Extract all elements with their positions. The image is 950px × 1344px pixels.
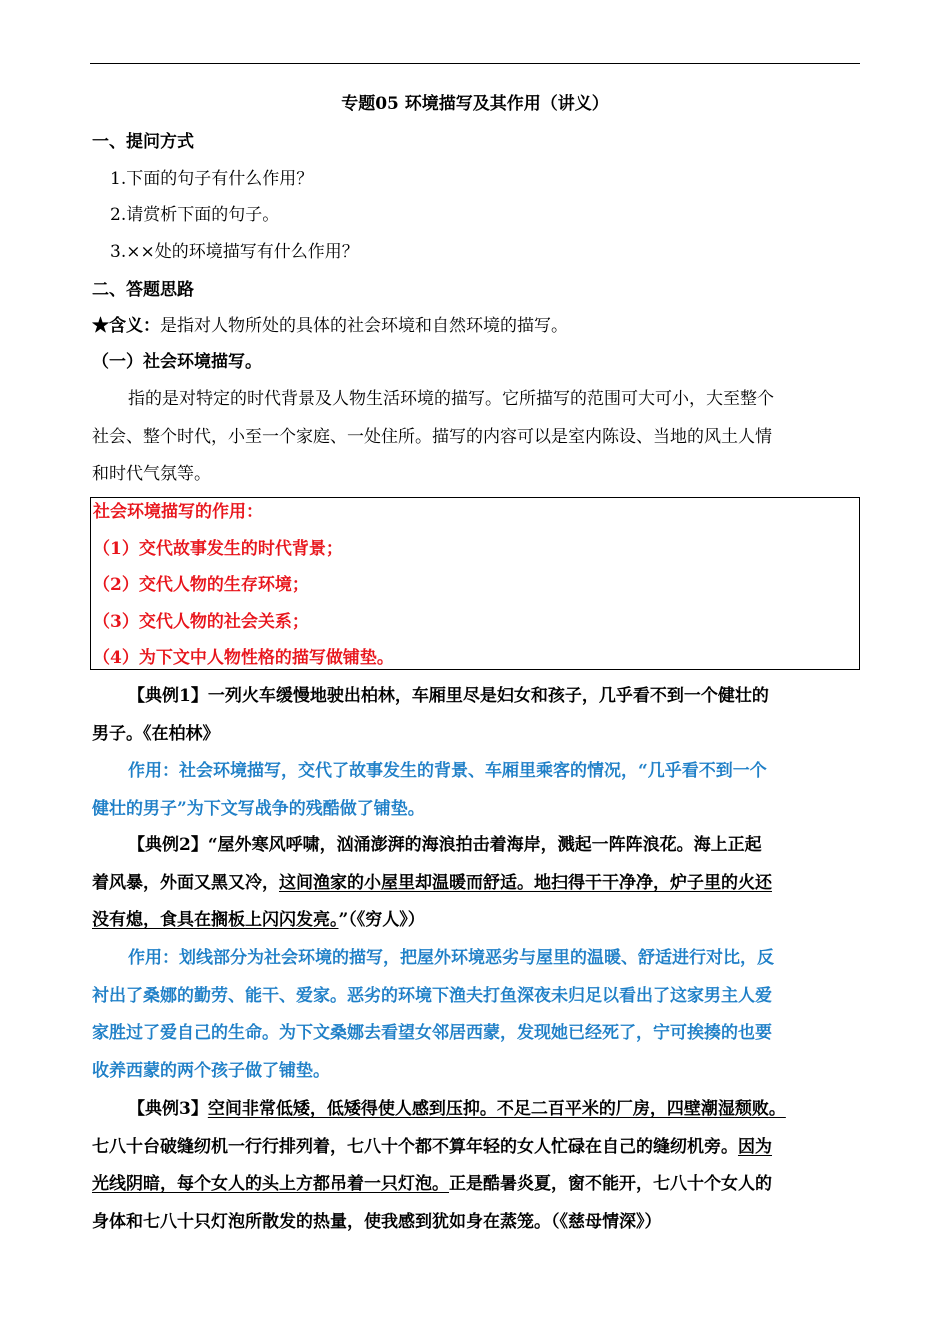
example-3-line (128, 1097, 896, 1121)
question-1: 1.下面的句子有什么作用？ (110, 169, 314, 189)
section-heading-1: 一、提问方式 (92, 132, 194, 152)
question-3: 3.××处的环境描写有什么作用？ (110, 242, 359, 262)
example-2-line: 【典例2】“屋外寒风呼啸，汹涌澎湃的海浪拍击着海岸，溅起一阵阵浪花。海上正起 (128, 835, 762, 855)
example-2-analysis: 收养西蒙的两个孩子做了铺垫。 (92, 1061, 330, 1081)
text-run: 【典例3】 (128, 1099, 208, 1119)
underlined-text: 这间渔家的小屋里却温暖而舒适。地扫得干干净净，炉子里的火还 (279, 873, 772, 893)
box-item: （3）交代人物的社会关系； (93, 612, 309, 632)
definition-label: ★含义： (92, 316, 160, 336)
example-1-analysis: 健壮的男子”为下文写战争的残酷做了铺垫。 (92, 799, 425, 819)
example-1-analysis: 作用：社会环境描写，交代了故事发生的背景、车厢里乘客的情况，“几乎看不到一个 (128, 761, 767, 781)
question-2: 2.请赏析下面的句子。 (110, 205, 280, 225)
box-item: （2）交代人物的生存环境； (93, 575, 309, 595)
text-run: 七八十台破缝纫机一行行排列着，七八十个都不算年轻的女人忙碌在自己的缝纫机旁。 (92, 1137, 738, 1157)
definition-line (92, 314, 860, 338)
underlined-text: 光线阴暗，每个女人的头上方都吊着一只灯泡。 (92, 1174, 449, 1194)
example-3-line (92, 1172, 860, 1196)
box-item: （1）交代故事发生的时代背景； (93, 539, 343, 559)
paragraph-line: 指的是对特定的时代背景及人物生活环境的描写。它所描写的范围可大可小，大至整个 (128, 389, 774, 409)
example-3-line: 身体和七八十只灯泡所散发的热量，使我感到犹如身在蒸笼。（《慈母情深》） (92, 1212, 662, 1232)
text-run: 正是酷暑炎夏，窗不能开，七八十个女人的 (449, 1174, 772, 1194)
box-item: （4）为下文中人物性格的描写做铺垫。 (93, 648, 394, 668)
underlined-text: 因为 (738, 1137, 772, 1157)
example-3-line (92, 1135, 860, 1159)
example-2-line (92, 871, 860, 895)
underlined-text: 没有熄，食具在搁板上闪闪发亮。 (92, 910, 339, 930)
underlined-text: 空间非常低矮，低矮得使人感到压抑。不足二百平米的厂房，四壁潮湿颓败。 (207, 1099, 786, 1119)
top-rule (90, 63, 860, 64)
example-2-analysis: 家胜过了爱自己的生命。为下文桑娜去看望女邻居西蒙，发现她已经死了，宁可挨揍的也要 (92, 1023, 772, 1043)
example-2-analysis: 衬出了桑娜的勤劳、能干、爱家。恶劣的环境下渔夫打鱼深夜未归足以看出了这家男主人爱 (92, 986, 772, 1006)
text-run: 着风暴，外面又黑又冷， (92, 873, 279, 893)
definition-text: 是指对人物所处的具体的社会环境和自然环境的描写。 (160, 316, 568, 336)
function-box (90, 497, 860, 670)
paragraph-line: 社会、整个时代，小至一个家庭、一处住所。描写的内容可以是室内陈设、当地的风土人情 (92, 427, 772, 447)
box-title: 社会环境描写的作用： (93, 502, 263, 522)
example-1-line: 男子。《在柏林》 (92, 724, 220, 744)
example-2-analysis: 作用：划线部分为社会环境的描写，把屋外环境恶劣与屋里的温暖、舒适进行对比，反 (128, 948, 774, 968)
subheading-social: （一）社会环境描写。 (92, 352, 262, 372)
example-1-line: 【典例1】一列火车缓慢地驶出柏林，车厢里尽是妇女和孩子，几乎看不到一个健壮的 (128, 686, 769, 706)
section-heading-2: 二、答题思路 (92, 280, 194, 300)
text-run: ”（《穷人》） (338, 910, 425, 930)
example-2-line (92, 908, 860, 932)
page-title: 专题05 环境描写及其作用（讲义） (341, 94, 609, 114)
paragraph-line: 和时代气氛等。 (92, 464, 211, 484)
